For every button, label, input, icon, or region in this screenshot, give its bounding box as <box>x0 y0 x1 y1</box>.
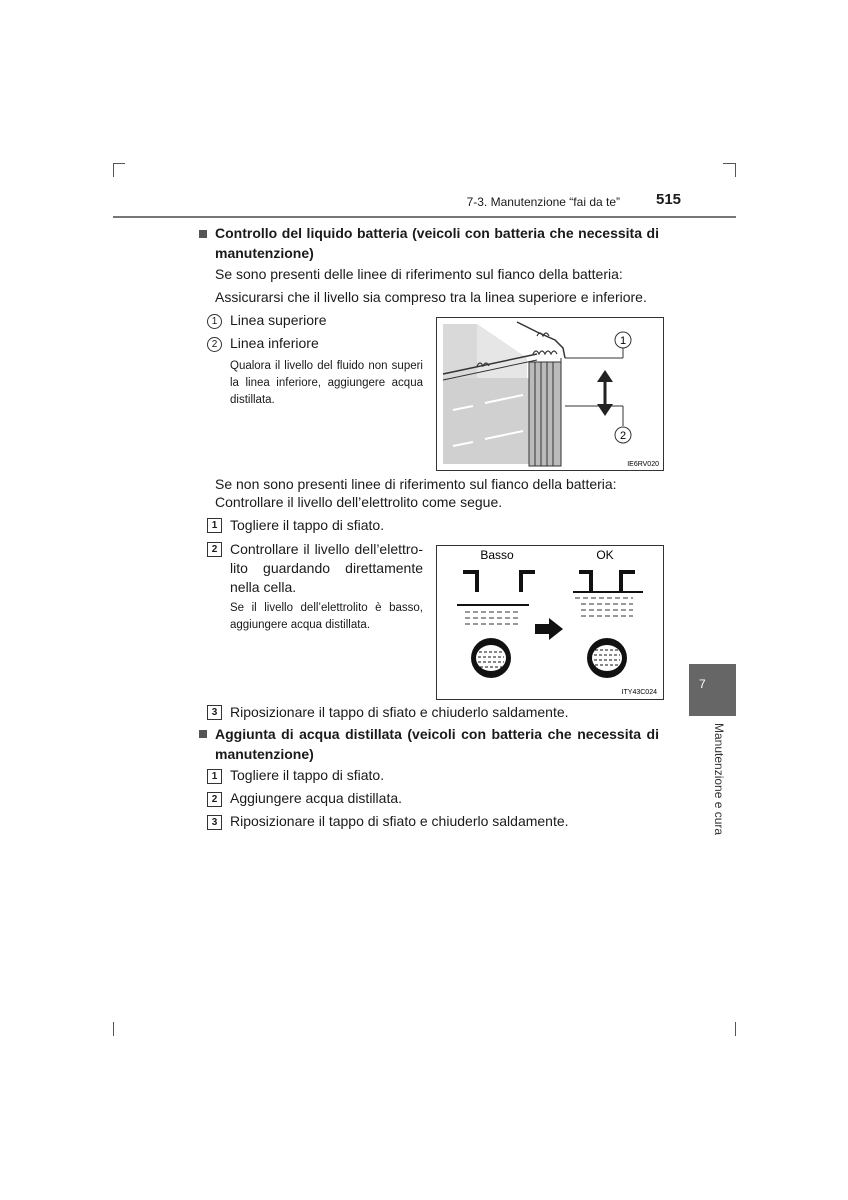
circled-number-2: 2 <box>207 337 222 352</box>
note-low-electrolyte: Se il livello dell’elettrolito è basso, aggiungere acqua distillata. <box>230 602 423 631</box>
crop-mark-bottom-left <box>113 1022 114 1036</box>
item-lower-line: Linea inferiore <box>230 335 319 351</box>
electrolyte-comparison-illustration <box>437 546 663 699</box>
step-number-2: 2 <box>207 542 222 557</box>
step-number-3: 3 <box>207 815 222 830</box>
crop-mark-bottom-right <box>735 1022 736 1036</box>
step-number-1: 1 <box>207 769 222 784</box>
step-remove-vent-cap: Togliere il tappo di sfiato. <box>230 767 385 783</box>
figure-code-2: ITY43C024 <box>621 689 657 696</box>
step-number-1: 1 <box>207 518 222 533</box>
callout-1: 1 <box>619 335 627 347</box>
label-ok: OK <box>596 548 614 562</box>
paragraph-check-electrolyte: Controllare il livello dell’elettrolito come segue. <box>215 494 503 510</box>
header-rule <box>113 216 736 218</box>
crop-mark-top-left <box>113 163 125 164</box>
chapter-tab <box>689 664 736 716</box>
item-upper-line: Linea superiore <box>230 312 327 328</box>
heading-bullet-square <box>199 730 207 738</box>
label-low: Basso <box>480 548 514 562</box>
crop-mark-top-right <box>735 163 736 177</box>
section-title: 7-3. Manutenzione “fai da te” <box>466 195 620 209</box>
heading-bullet-square <box>199 230 207 238</box>
page-number: 515 <box>656 191 682 208</box>
step-number-3: 3 <box>207 705 222 720</box>
step-replace-vent-cap: Riposizionare il tappo di sfiato e chiuderlo saldamente. <box>230 704 569 720</box>
section-heading-add-distilled-water: Aggiunta di acqua distillata (veicoli con batteria che necessita di manutenzione) <box>215 726 659 762</box>
battery-reference-lines-figure <box>436 317 664 471</box>
electrolyte-level-figure <box>436 545 664 700</box>
crop-mark-top-left <box>113 163 114 177</box>
step-replace-vent-cap: Riposizionare il tappo di sfiato e chiuderlo saldamente. <box>230 813 569 829</box>
step-add-distilled-water: Aggiungere acqua distillata. <box>230 790 403 806</box>
step-number-2: 2 <box>207 792 222 807</box>
step-remove-vent-cap: Togliere il tappo di sfiato. <box>230 517 385 533</box>
paragraph-no-reference-lines: Se non sono presenti linee di riferimento sul fianco della batteria: <box>215 476 617 492</box>
note-add-distilled-water: Qualora il livello del fluido non superi la linea inferiore, aggiungere acqua distillata. <box>230 360 423 406</box>
chapter-label: Manutenzione e cura <box>712 723 726 836</box>
circled-number-1: 1 <box>207 314 222 329</box>
callout-2: 2 <box>619 430 627 442</box>
step-check-level-line3: nella cella. <box>230 579 297 595</box>
battery-illustration <box>437 318 663 470</box>
paragraph-check-level: Assicurarsi che il livello sia compreso tra la linea superiore e inferiore. <box>215 289 647 305</box>
crop-mark-top-right <box>723 163 735 164</box>
chapter-number: 7 <box>699 677 706 691</box>
figure-code-1: IE6RV020 <box>627 461 659 468</box>
step-check-level-line1: Controllare il livello dell’elettro- <box>230 541 423 557</box>
section-heading-battery-fluid-check: Controllo del liquido batteria (veicoli con batteria che necessita di manutenzione) <box>215 225 659 261</box>
step-check-level-line2: lito guardando direttamente <box>230 560 423 576</box>
paragraph-with-reference-lines: Se sono presenti delle linee di riferimento sul fianco della batteria: <box>215 266 623 282</box>
